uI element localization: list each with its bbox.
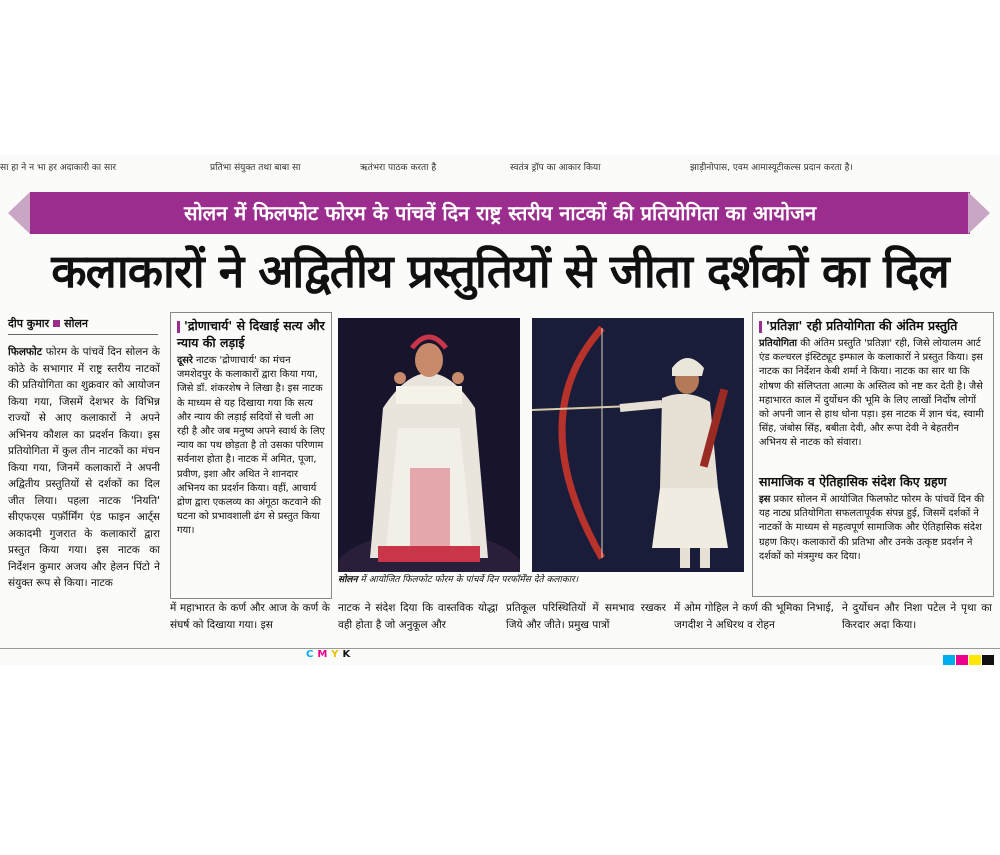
swatch-cyan (943, 655, 955, 665)
strip-fragment: सा हा ने न भा हर अदाकारी का सार (0, 163, 117, 173)
dateline-place: सोलन (64, 317, 89, 330)
cmyk-marker (306, 649, 354, 660)
cmyk-c: C (306, 649, 318, 660)
continuation-column-4: में ओम गोहिल ने कर्ण की भूमिका निभाई, जगदीश ने अधिरथ व रोहन (674, 602, 834, 631)
author-name: दीप कुमार (8, 317, 50, 330)
strip-fragment: स्वतंत्र ड्रॉप का आकार किया (510, 163, 601, 173)
title-marker-icon (177, 321, 180, 333)
continuation-column-3: प्रतिकूल परिस्थितियों में समभाव रखकर जिये और जीते। प्रमुख पात्रों (506, 602, 666, 631)
box-body (171, 351, 331, 594)
box-dropword: दूसरे (177, 355, 193, 366)
byline-rule (8, 334, 158, 335)
lead-dropword: फिलफोट (8, 346, 43, 358)
photo-caption (338, 573, 744, 587)
color-swatches (943, 650, 995, 660)
dancer-figure-icon (338, 318, 520, 572)
kicker-banner: सोलन में फिलफोट फोरम के पांचवें दिन राष्ट्र स्तरीय नाटकों की प्रतियोगिता का आयोजन (30, 192, 970, 234)
photo-archer (532, 318, 744, 572)
swatch-magenta (956, 655, 968, 665)
strip-fragment: ऋतंभरा पाठक करता है (360, 163, 437, 173)
lead-text: फोरम के पांचवें दिन सोलन के कोठे के सभागार में राष्ट्र स्तरीय नाटकों की प्रतियोगिता का शुक्रवार को आयोजन किया गया, जिसमें देशभर के विभिन्न राज्यों से आए कलाकारों ने अपने अभिनय कौशल का प्रदर्शन किया। इस प्रतियोगिता में कुल तीन नाटकों का मंचन किया गया, जिनमें कलाकारों ने अपनी अद्वितीय प्रस्तुतियों से दर्शकों का दिल जीत लिया। पहला नाटक 'नियति' सीएफएस पर्फ़ॉर्मिंग एंड फाइन आर्ट्स अकादमी गुजरात के कलाकारों द्वारा प्रस्तुत किया गया। इस नाटक का निर्देशन कुमार अजय और हेलन पिंटो ने संयुक्त रूप से किया। नाटक (8, 346, 160, 589)
box-body-text: की अंतिम प्रस्तुति 'प्रतिज्ञा' रही, जिसे लोयालम आर्ट एंड कल्चरल इंस्टिट्यूट इम्फाल के कलाकारों ने प्रस्तुत किया। इस नाटक का निर्देशन केबी शर्मा ने किया। नाटक का सार था कि शोषण की संलिप्तता आत्मा के अस्तित्व को नष्ट कर देती है। जैसे महाभारत काल में दुर्योधन की भूमि के लिए लाखों निर्दोष लोगों को अपनी जान से हाथ धोना पड़ा। इस नाटक में ज्ञान चंद, स्वामी सिंह, जंबोस सिंह, बबीता देवी, और रूपा देवी ने बेहतरीन अभिनय से नाटक को संवारा। (759, 338, 984, 449)
headline: कलाकारों ने अद्वितीय प्रस्तुतियों से जीता दर्शकों का दिल (51, 244, 949, 298)
photo-dancer (338, 318, 520, 572)
caption-dropword: सोलन (338, 575, 358, 585)
archer-figure-icon (532, 318, 744, 572)
continuation-column-1: में महाभारत के कर्ण और आज के कर्ण के संघर्ष को दिखाया गया। इस (170, 602, 330, 631)
cut-text-strip (0, 158, 1000, 174)
box-body-2 (753, 490, 993, 579)
box-body-text: नाटक 'द्रोणाचार्य' का मंचन जमशेदपुर के कलाकारों द्वारा किया गया, जिसे डॉ. शंकरशेष ने लिखा है। इस नाटक के माध्यम से यह दिखाया गया कि सत्य और न्याय की लड़ाई सदियों से चली आ रही है और जब मनुष्य अपने स्वार्थ के लिए न्याय का पथ छोड़ता है तो उसका परिणाम सर्वनाश होता है। नाटक में अमित, पूजा, प्रवीण, इशा और अथित ने शानदार अभिनय का प्रदर्शन किया। वहीं, आचार्य द्रोण द्वारा एकलव्य का अंगूठा कटवाने की घटना को प्रभावशाली ढंग से प्रस्तुत किया गया। (177, 355, 325, 537)
cmyk-m: M (317, 649, 332, 660)
box-title (171, 313, 331, 351)
continuation-column-2: नाटक ने संदेश दिया कि वास्तविक योद्धा वही होता है जो अनुकूल और (338, 602, 498, 631)
footer-rule (0, 648, 1000, 649)
kicker-ribbon-left (8, 192, 30, 234)
box-dropword-2: इस (759, 494, 771, 505)
box-body (753, 334, 993, 467)
strip-fragment: झाड़ीनोपास, एवम आमास्यूटीकल्स प्रदान करता है। (690, 163, 853, 173)
box-title-text: 'प्रतिज्ञा' रही प्रतियोगिता की अंतिम प्रस्तुति (766, 318, 958, 333)
cmyk-y: Y (331, 649, 343, 660)
box-dropword: प्रतियोगिता (759, 338, 798, 349)
box-body-text-2: प्रकार सोलन में आयोजित फिलफोट फोरम के पांचवें दिन की यह नाट्य प्रतियोगिता सफलतापूर्वक संपन्न हुई, जिसमें दर्शकों ने नाटकों के माध्यम से महत्वपूर्ण सामाजिक और ऐतिहासिक संदेश ग्रहण किए। कलाकारों की प्रतिभा और उनके उत्कृष्ट प्रदर्शन ने दर्शकों को मंत्रमुग्ध कर दिया। (759, 494, 985, 562)
lead-column (8, 344, 160, 646)
strip-fragment: प्रतिभा संयुक्त तथा बाबा सा (210, 163, 301, 173)
sidebar-box-dronacharya (170, 312, 332, 599)
swatch-yellow (969, 655, 981, 665)
box-title (753, 313, 993, 334)
caption-text: में आयोजित फिलफोट फोरम के पांचवें दिन परफॉर्मेंस देते कलाकार। (357, 575, 579, 585)
sidebar-box-pratigya (752, 312, 994, 597)
byline (8, 316, 163, 334)
title-marker-icon (759, 321, 762, 333)
byline-square-icon (53, 320, 60, 327)
swatch-black (982, 655, 994, 665)
box-subheading: सामाजिक व ऐतिहासिक संदेश किए ग्रहण (759, 474, 947, 489)
box-title-text: 'द्रोणाचार्य' से दिखाई सत्य और न्याय की लड़ाई (177, 318, 325, 350)
cmyk-k: K (342, 649, 355, 660)
kicker-ribbon-right (968, 192, 990, 234)
continuation-column-5: ने दुर्योधन और निशा पटेल ने पृथा का किरदार अदा किया। (842, 602, 992, 631)
